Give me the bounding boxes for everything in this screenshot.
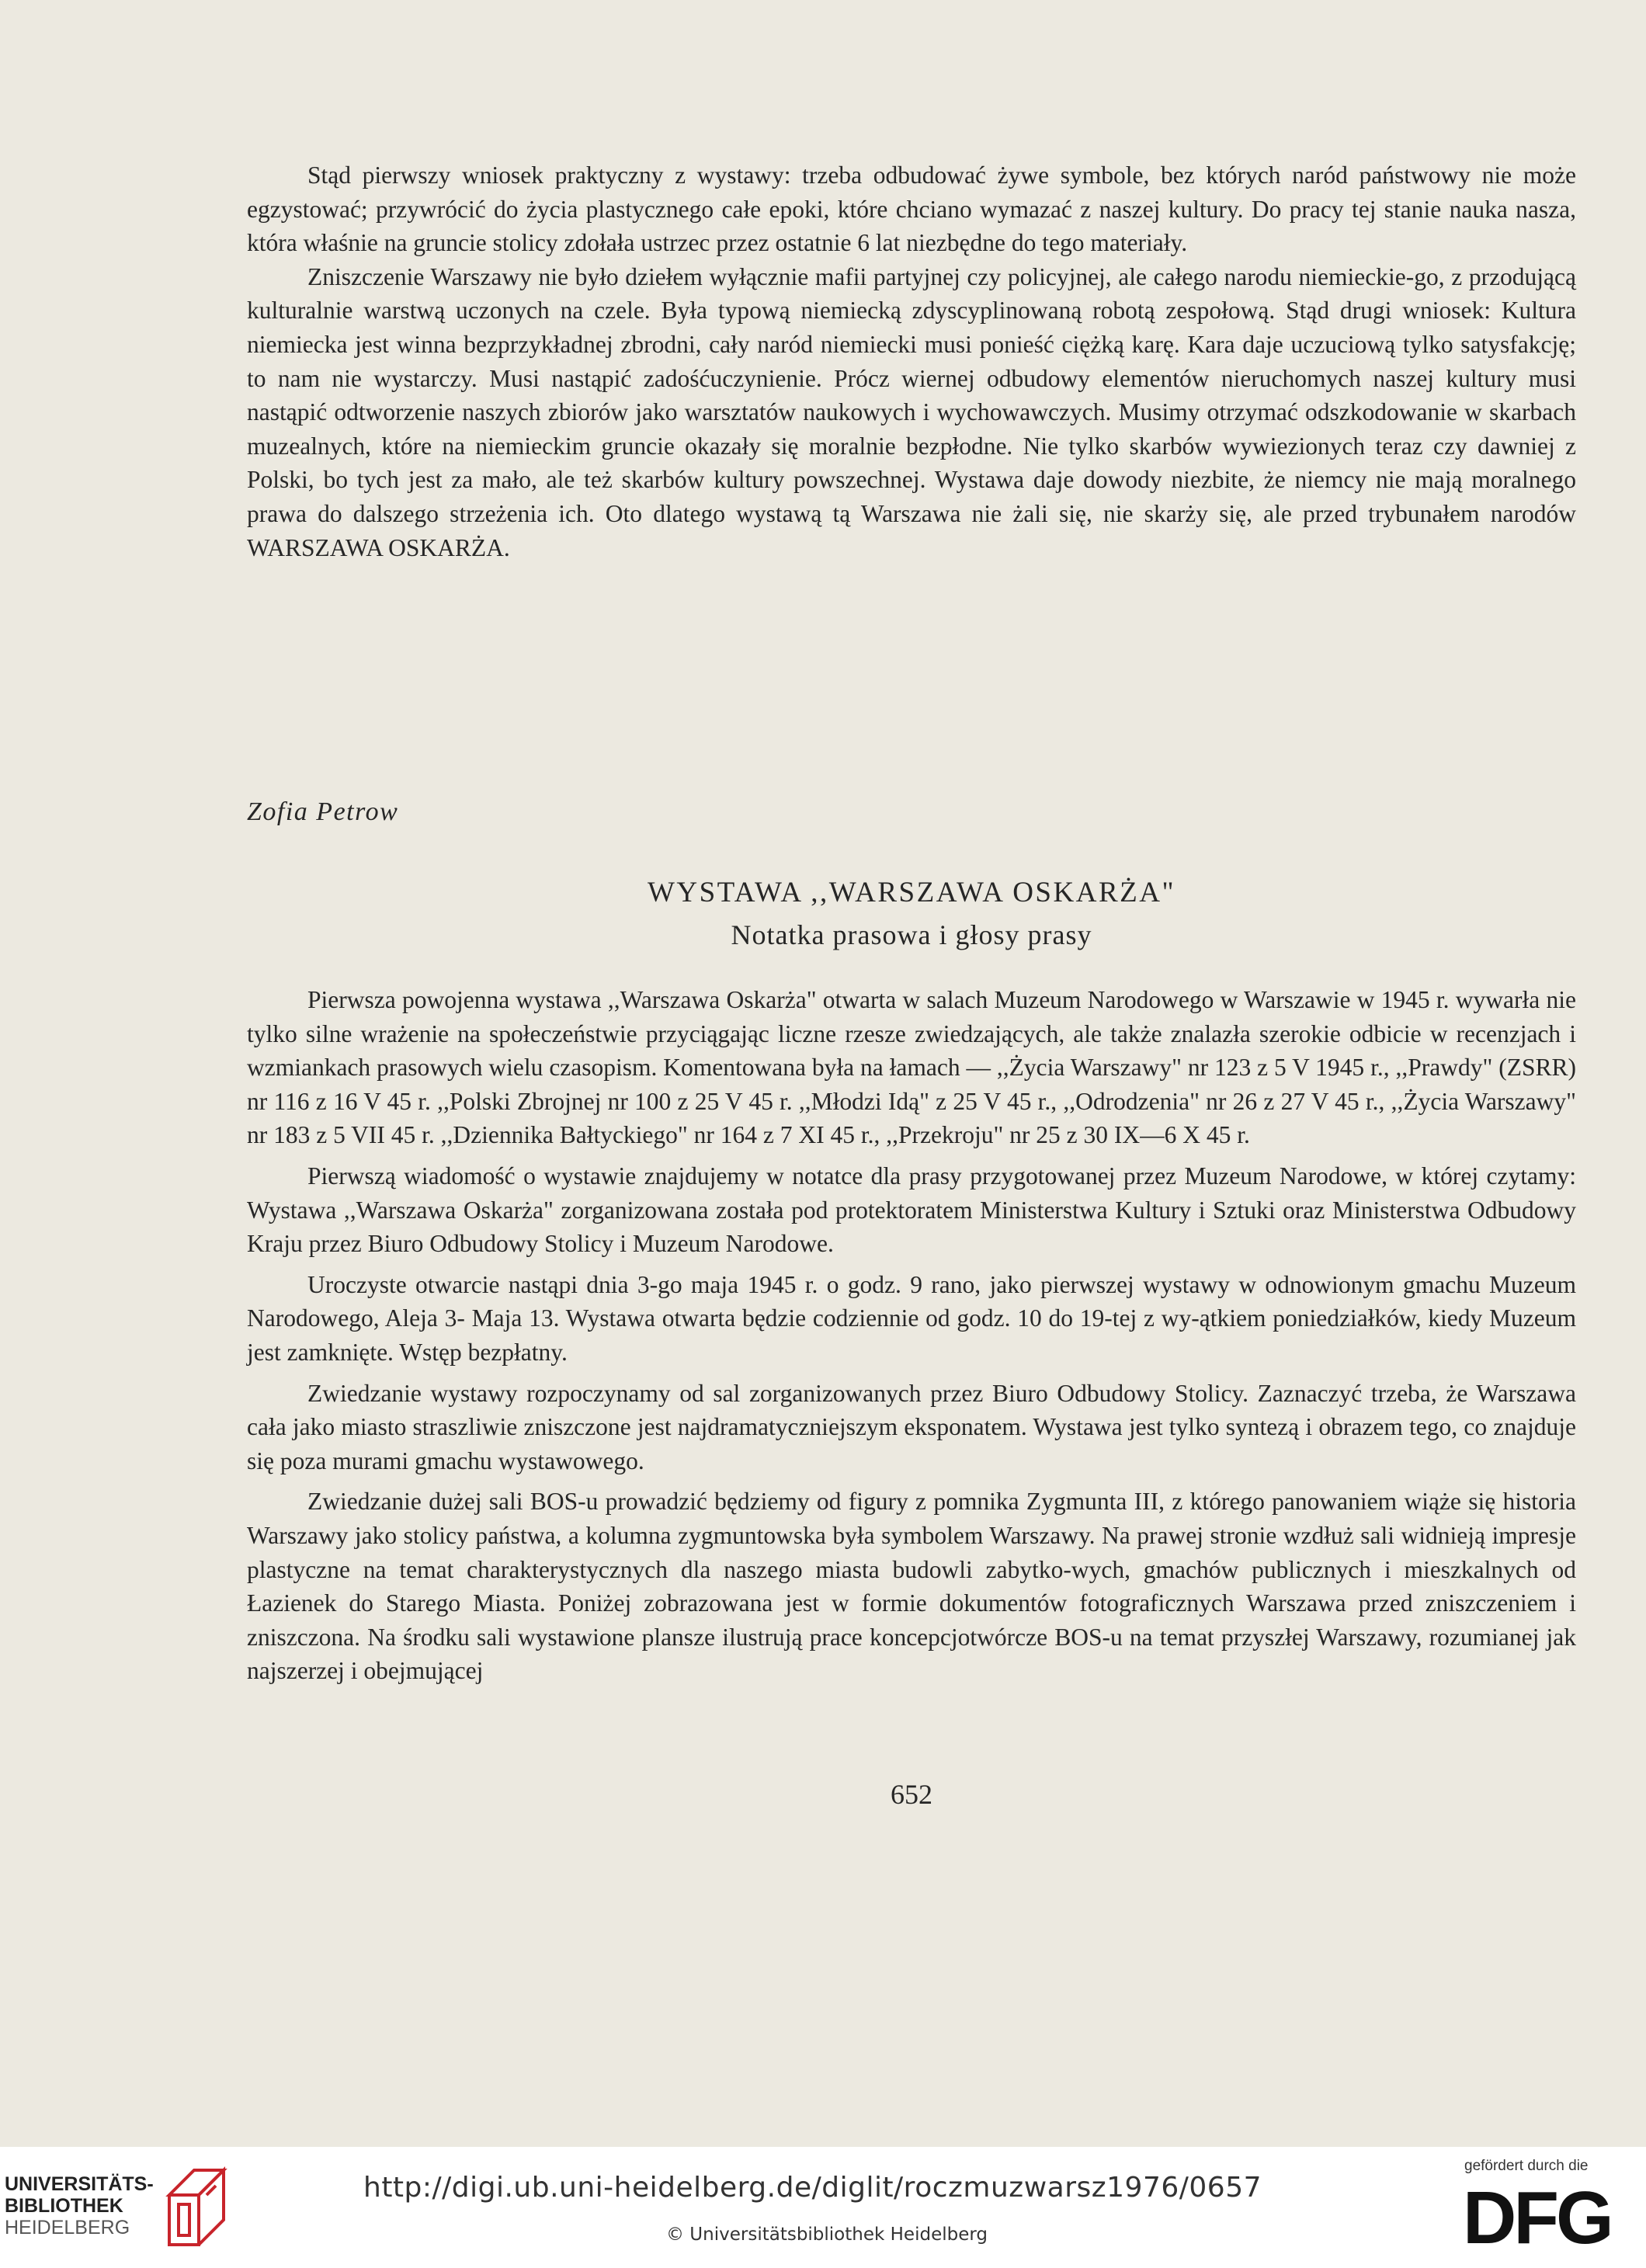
author-name: Zofia Petrow [247, 797, 399, 826]
article-title: WYSTAWA ,,WARSZAWA OSKARŻA" [647, 877, 1176, 908]
footer-bar [0, 2147, 1646, 2268]
paragraph: Zniszczenie Warszawy nie było dziełem wyłącznie mafii partyjnej czy policyjnej, ale całego narodu niemieckie-go, z przodującą kulturalnie warstwą uczonych na czele. Była typową niemiecką zdyscyplinowaną robotą zespołową. Stąd drugi wniosek: Kultura niemiecka jest winna bezprzykładnej zbrodni, cały naród niemiecki musi ponieść ciężką karę. Kara daje uczuciową tylko satysfakcję; to nam nie wystarczy. Musi nastąpić zadośćuczynienie. Prócz wiernej odbudowy elementów nieruchomych naszej kultury musi nastąpić odtworzenie naszych zbiorów jako warsztatów naukowych i wychowawczych. Musimy otrzymać odszkodowanie w skarbach muzealnych, które na niemieckim gruncie okazały się moralnie bezpłodne. Nie tylko skarbów wywiezionych teraz czy dawniej z Polski, bo tych jest za mało, ale też skarbów kultury powszechnej. Wystawa daje dowody niezbite, że niemcy nie mają moralnego prawa do dalszego strzeżenia ich. Oto dlatego wystawą tą Warszawa nie żali się, nie skarży się, ale przed trybunałem narodów WARSZAWA OSKARŻA. [247, 262, 1576, 561]
paragraph: Zwiedzanie wystawy rozpoczynamy od sal zorganizowanych przez Biuro Odbudowy Stolicy. Zaznaczyć trzeba, że Warszawa cała jako miasto straszliwie zniszczone jest najdramatyczniejszym eksponatem. Wystawa jest tylko syntezą i obrazem tego, co znajduje się poza murami gmachu wystawowego. [247, 1379, 1576, 1474]
paragraph: Uroczyste otwarcie nastąpi dnia 3-go maja 1945 r. o godz. 9 rano, jako pierwszej wystawy w odnowionym gmachu Muzeum Narodowego, Aleja 3- Maja 13. Wystawa otwarta będzie codziennie od godz. 10 do 19-tej z wy-ątkiem poniedziałków, kiedy Muzeum jest zamknięte. Wstęp bezpłatny. [247, 1270, 1576, 1366]
library-name [5, 2173, 154, 2238]
page-number: 652 [891, 1779, 932, 1810]
paragraph: Pierwszą wiadomość o wystawie znajdujemy w notatce dla prasy przygotowanej przez Muzeum Narodowe, w której czytamy: Wystawa ,,Warszawa Oskarża" zorganizowana została pod protektoratem Ministerstwa Kultury i Sztuki oraz Ministerstwa Odbudowy Kraju przez Biuro Odbudowy Stolicy i Muzeum Narodowe. [247, 1162, 1576, 1258]
article-subtitle: Notatka prasowa i głosy prasy [731, 919, 1092, 950]
body-text-bottom [247, 983, 1576, 1695]
library-name-line: BIBLIOTHEK [5, 2195, 123, 2217]
document-url-link[interactable]: http://digi.ub.uni-heidelberg.de/diglit/roczmuzwarsz1976/0657 [363, 2172, 1262, 2204]
library-name-line: UNIVERSITÄTS- [5, 2173, 154, 2195]
paragraph: Pierwsza powojenna wystawa ,,Warszawa Oskarża" otwarta w salach Muzeum Narodowego w Warszawie w 1945 r. wywarła nie tylko silne wrażenie na społeczeństwie przyciągając liczne rzesze zwiedzających, ale także znalazła szerokie odbicie w recenzjach i wzmiankach prasowych wielu czasopism. Komentowana była na łamach — ,,Życia Warszawy" nr 123 z 5 V 1945 r., ,,Prawdy" (ZSRR) nr 116 z 16 V 45 r. ,,Polski Zbrojnej nr 100 z 25 V 45 r. ,,Młodzi Idą" z 25 V 45 r., ,,Odrodzenia" nr 26 z 27 V 45 r., ,,Życia Warszawy" nr 183 z 5 VII 45 r. ,,Dziennika Bałtyckiego" nr 164 z 7 XI 45 r., ,,Przekroju" nr 25 z 30 IX—6 X 45 r. [247, 986, 1576, 1149]
copyright-notice: © Universitätsbibliothek Heidelberg [666, 2225, 988, 2245]
paragraph: Zwiedzanie dużej sali BOS-u prowadzić będziemy od figury z pomnika Zygmunta III, z którego panowaniem wiąże się historia Warszawy jako stolicy państwa, a kolumna zygmuntowska była symbolem Warszawy. Na prawej stronie wzdłuż sali widnieją impresje plastyczne na temat charakterystycznych dla naszego miasta budowli zabytko-wych, gmachów publicznych i mieszkalnych od Łazienek do Starego Miasta. Poniżej zobrazowana jest w formie dokumentów fotograficznych Warszawa przed zniszczeniem i zniszczona. Na środku sali wystawione plansze ilustrują prace koncepcjotwórcze BOS-u na temat przyszłej Warszawy, rozumianej jak najszerzej i obejmującej [247, 1488, 1576, 1685]
library-logo-icon [163, 2164, 230, 2251]
paragraph: Stąd pierwszy wniosek praktyczny z wystawy: trzeba odbudować żywe symbole, bez których naród państwowy nie może egzystować; przywrócić do życia plastycznego całe epoki, które chciano wymazać z naszej kultury. Do pracy tej stanie nauka nasza, która właśnie na gruncie stolicy zdołała ustrzec przez ostatnie 6 lat niezbędne do tego materiały. [247, 162, 1576, 257]
body-text-top [247, 158, 1576, 564]
dfg-logo: DFG [1463, 2176, 1611, 2259]
library-name-line: HEIDELBERG [5, 2217, 130, 2238]
funding-note: gefördert durch die [1464, 2158, 1589, 2174]
